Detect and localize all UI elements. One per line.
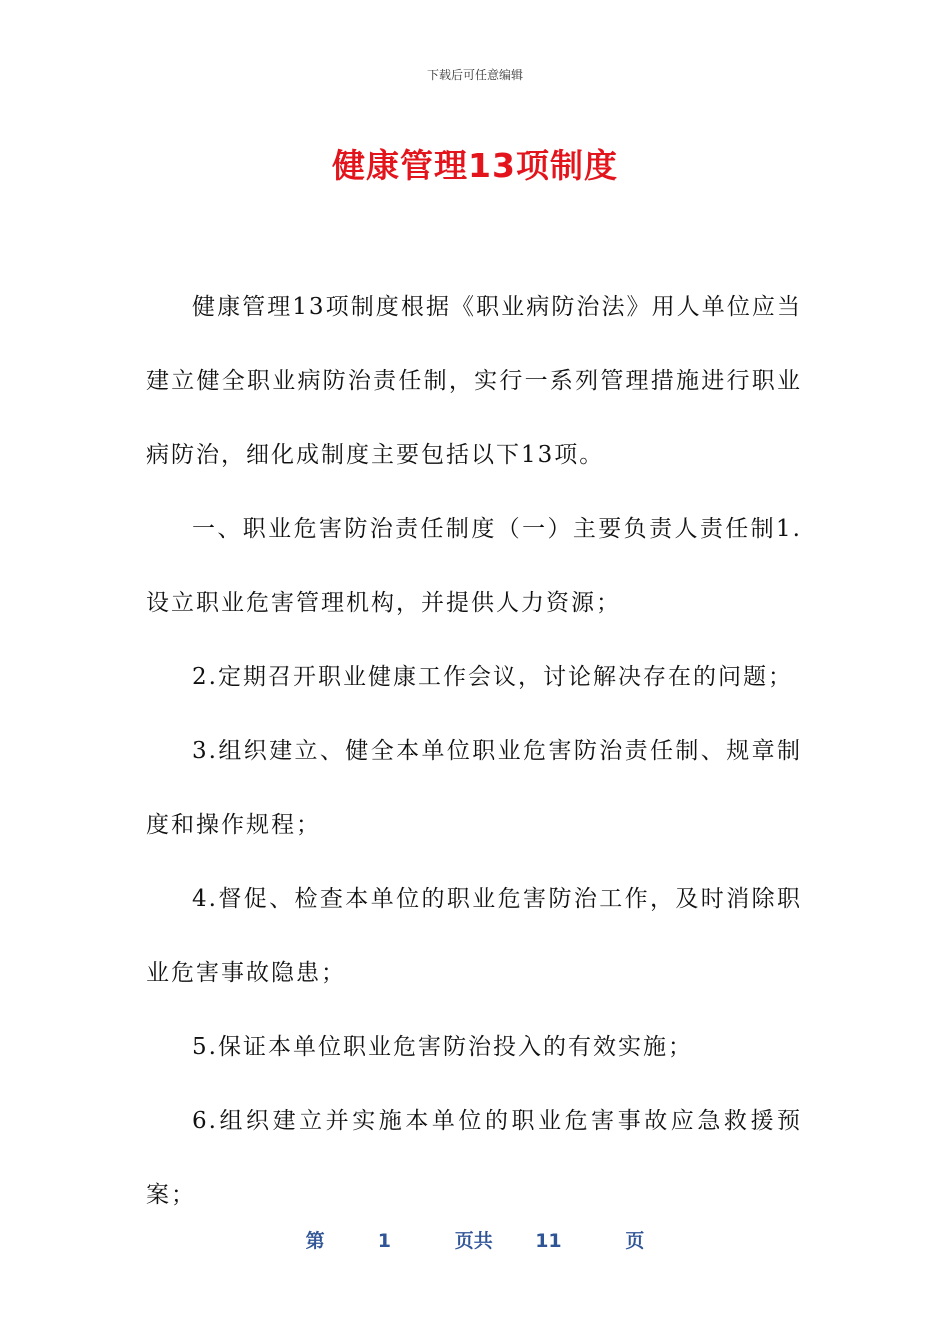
paragraph-section-1: 一、职业危害防治责任制度（一）主要负责人责任制1.设立职业危害管理机构，并提供人力资源； bbox=[146, 516, 802, 616]
paragraph-item-6: 6.组织建立并实施本单位的职业危害事故应急救援预案； bbox=[146, 1108, 802, 1208]
footer-middle: 页共 bbox=[454, 1230, 493, 1252]
paragraph-item-3: 3.组织建立、健全本单位职业危害防治责任制、规章制度和操作规程； bbox=[146, 738, 802, 838]
header-note: 下载后可任意编辑 bbox=[426, 68, 523, 82]
document-body bbox=[146, 270, 802, 1232]
paragraph-item-5: 5.保证本单位职业危害防治投入的有效实施； bbox=[192, 1034, 693, 1060]
footer-suffix: 页 bbox=[625, 1230, 645, 1252]
page-footer bbox=[0, 1226, 950, 1253]
paragraph-item-4: 4.督促、检查本单位的职业危害防治工作，及时消除职业危害事故隐患； bbox=[146, 886, 802, 986]
footer-prefix: 第 bbox=[305, 1230, 325, 1252]
footer-current-page: 1 bbox=[377, 1230, 391, 1252]
paragraph-item-2: 2.定期召开职业健康工作会议，讨论解决存在的问题； bbox=[192, 664, 793, 690]
paragraph-intro: 健康管理13项制度根据《职业病防治法》用人单位应当建立健全职业病防治责任制，实行一系列管理措施进行职业病防治，细化成制度主要包括以下13项。 bbox=[146, 294, 802, 468]
document-title: 健康管理13项制度 bbox=[332, 146, 618, 185]
footer-total-pages: 11 bbox=[535, 1230, 562, 1252]
